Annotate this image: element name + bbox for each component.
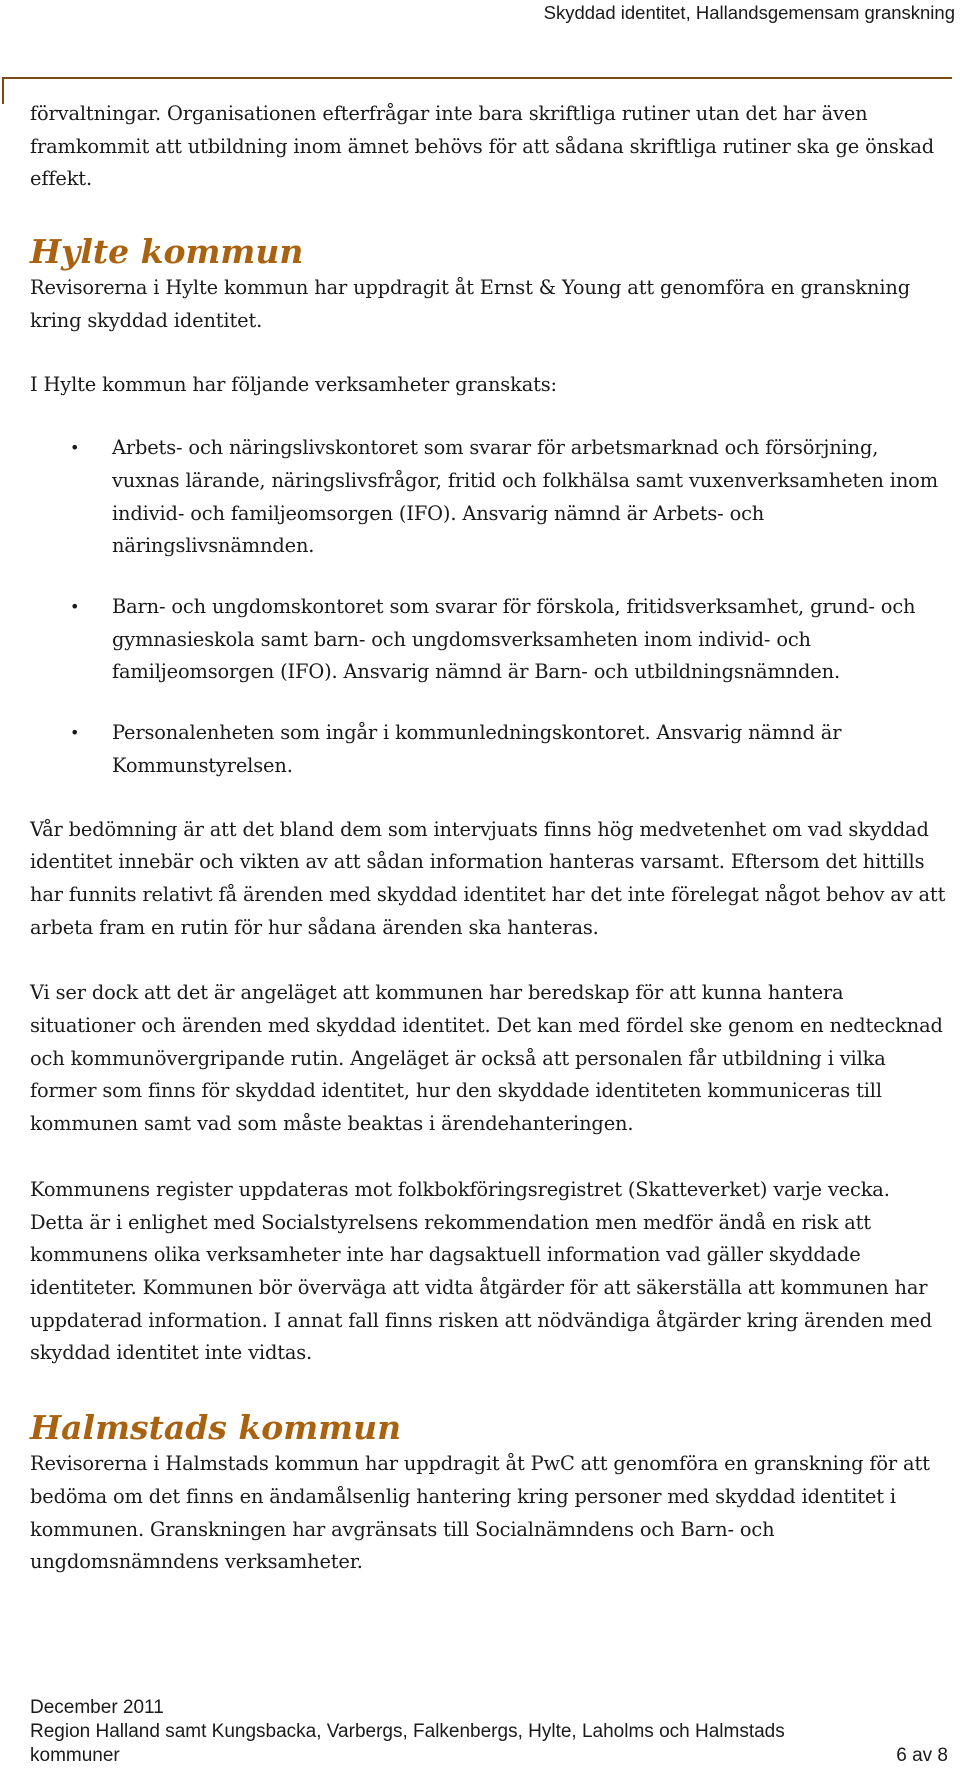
hylte-recommendation-paragraph: Vi ser dock att det är angeläget att kommunen har beredskap för att kunna hantera situationer och ärenden med skyddad identitet. Det kan med fördel ske genom en nedtecknad och kommunövergripande rutin. Angeläget är också att personalen får utbildning i vilka former som finns för skyddad identitet, hur den skyddade identiteten kommuniceras till kommunen samt vad som måste beaktas i ärendehanteringen. [30,981,943,1136]
bullet-dot-icon: • [70,438,80,458]
list-item-text: Arbets- och näringslivskontoret som svarar för arbetsmarknad och försörjning, vuxnas lärande, näringslivsfrågor, fritid och folkhälsa samt vuxenverksamheten inom individ- och familjeomsorgen (IFO). Ansvarig nämnd är Arbets- och näringslivsnämnden. [112,436,938,558]
hylte-paragraph-1: Revisorerna i Hylte kommun har uppdragit åt Ernst & Young att genomföra en granskning kring skyddad identitet. [30,276,910,332]
section-heading-halmstad: Halmstads kommun [30,1408,402,1448]
list-item [30,432,948,563]
bullet-dot-icon: • [70,597,80,617]
page-footer [30,1696,948,1768]
footer-organisation-line-2: kommuner [30,1745,120,1766]
list-item-text: Personalenheten som ingår i kommunledningskontoret. Ansvarig nämnd är Kommunstyrelsen. [112,721,842,777]
list-item-text: Barn- och ungdomskontoret som svarar för förskola, fritidsverksamhet, grund- och gymnasieskola samt barn- och ungdomsverksamheten inom individ- och familjeomsorgen (IFO). Ansvarig nämnd är Barn- och utbildningsnämnden. [112,595,916,684]
intro-paragraph: förvaltningar. Organisationen efterfrågar inte bara skriftliga rutiner utan det har även framkommit att utbildning inom ämnet behövs för att sådana skriftliga rutiner ska ge önskad effekt. [30,102,935,191]
footer-date: December 2011 [30,1697,164,1718]
page-content [30,98,948,1579]
bullet-dot-icon: • [70,723,80,743]
hylte-assessment-paragraph: Vår bedömning är att det bland dem som intervjuats finns hög medvetenhet om vad skyddad identitet innebär och vikten av att sådan information hanteras varsamt. Eftersom det hittills har funnits relativt få ärenden med skyddad identitet har det inte förelegat något behov av att arbeta fram en rutin för hur sådana ärenden ska hanteras. [30,817,946,939]
section-heading-hylte: Hylte kommun [30,232,304,272]
halmstad-paragraph-1: Revisorerna i Halmstads kommun har uppdragit åt PwC att genomföra en granskning för att bedöma om det finns en ändamålsenlig hantering kring personer med skyddad identitet i kommunen. Granskningen har avgränsats till Socialnämndens och Barn- och ungdomsnämndens verksamheter. [30,1452,930,1574]
running-header: Skyddad identitet, Hallandsgemensam granskning [543,2,955,23]
hylte-bullet-list [30,432,948,782]
footer-last-row [30,1744,948,1768]
list-item [30,591,948,689]
list-item [30,717,948,782]
page-number: 6 av 8 [896,1745,948,1766]
footer-organisation-line-1: Region Halland samt Kungsbacka, Varbergs, Falkenbergs, Hylte, Laholms och Halmstads [30,1721,785,1742]
hylte-paragraph-2: I Hylte kommun har följande verksamheter granskats: [30,372,557,396]
hylte-register-paragraph: Kommunens register uppdateras mot folkbokföringsregistret (Skatteverket) varje vecka. Detta är i enlighet med Socialstyrelsens rekommendation men medför ändå en risk att kommunens olika verksamheter inte har dagsaktuell information vad gäller skyddade identiteter. Kommunen bör överväga att vidta åtgärder för att säkerställa att kommunen har uppdaterad information. I annat fall finns risken att nödvändiga åtgärder kring ärenden med skyddad identitet inte vidtas. [30,1177,932,1365]
